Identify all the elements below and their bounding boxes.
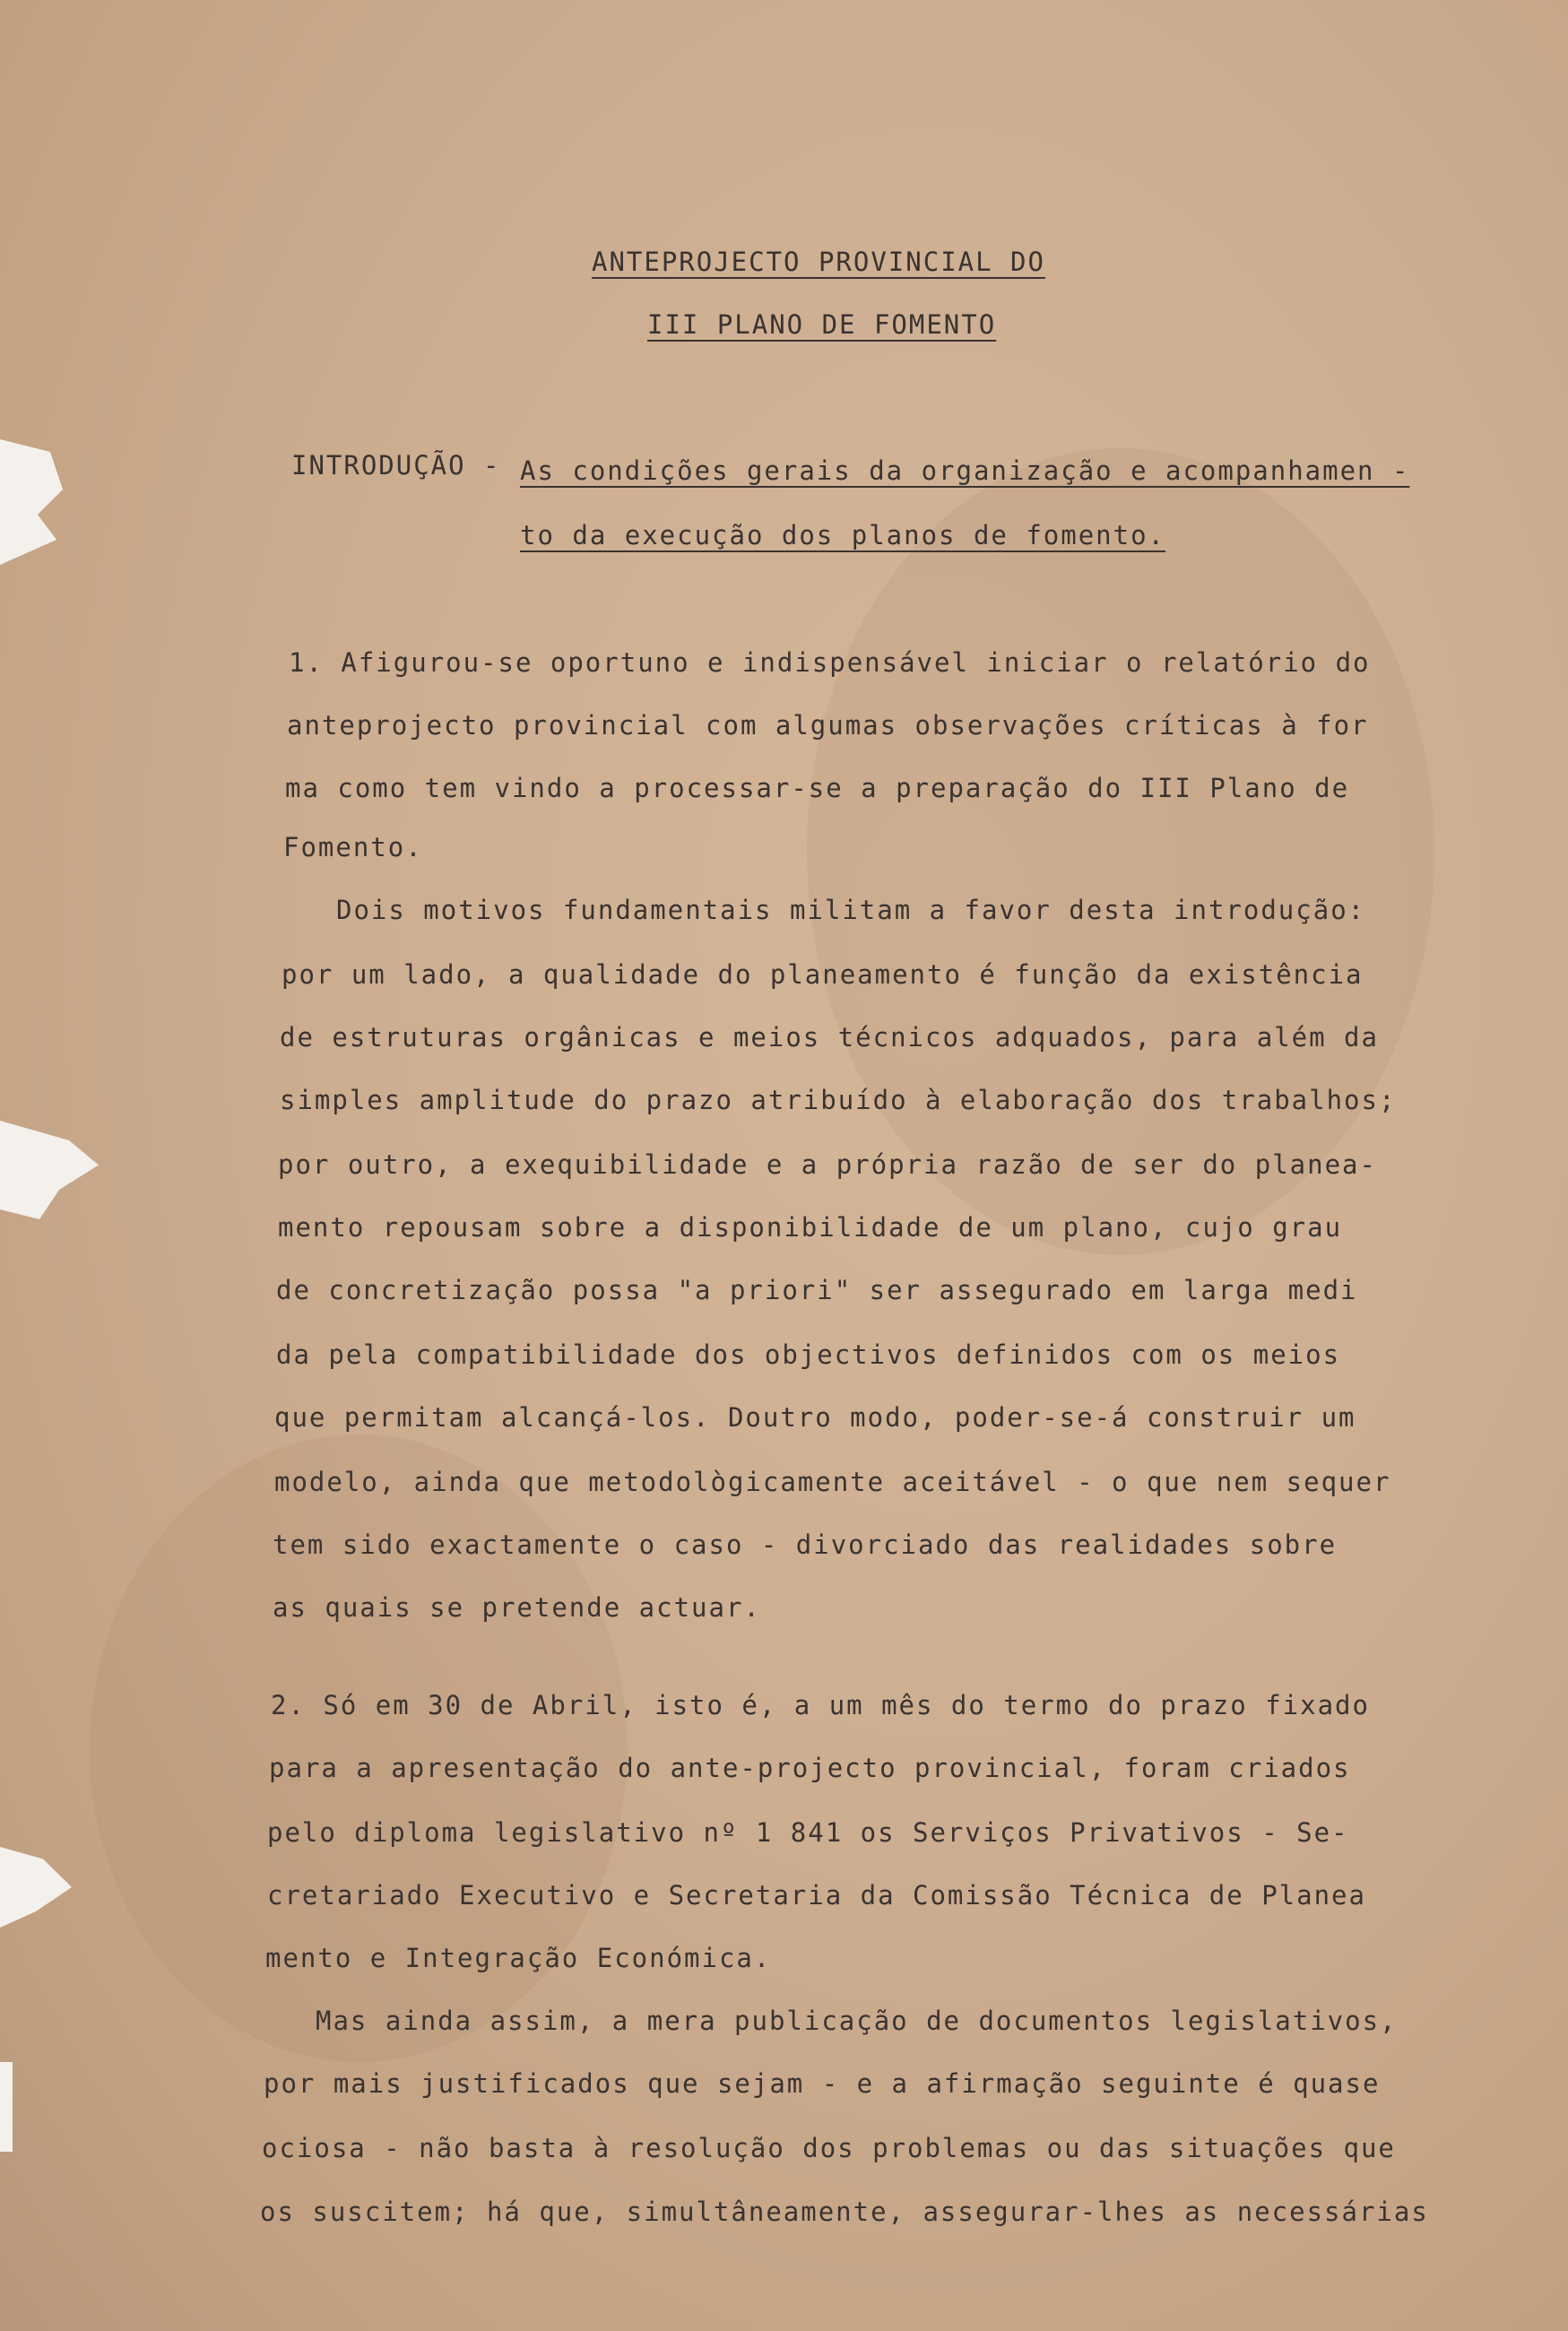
body-line: que permitam alcançá-los. Doutro modo, poder-se-á construir um	[274, 1402, 1356, 1433]
body-line: pelo diploma legislativo nº 1 841 os Serviços Privativos - Se-	[267, 1817, 1349, 1848]
body-line: ma como tem vindo a processar-se a preparação do III Plano de	[285, 773, 1350, 803]
intro-heading-line-2: to da execução dos planos de fomento.	[520, 520, 1166, 550]
body-line: 1. Afigurou-se oportuno e indispensável iniciar o relatório do	[289, 647, 1371, 678]
body-line: mento e Integração Económica.	[265, 1943, 772, 1973]
body-line: 2. Só em 30 de Abril, isto é, a um mês do termo do prazo fixado	[271, 1690, 1370, 1720]
body-line: ociosa - não basta à resolução dos problemas ou das situações que	[262, 2133, 1396, 2163]
body-line: tem sido exactamente o caso - divorciado das realidades sobre	[273, 1529, 1338, 1560]
body-line: cretariado Executivo e Secretaria da Comissão Técnica de Planea	[267, 1880, 1366, 1911]
body-line: para a apresentação do ante-projecto provincial, foram criados	[269, 1753, 1351, 1783]
body-line: simples amplitude do prazo atribuído à elaboração dos trabalhos;	[280, 1085, 1397, 1115]
body-line: da pela compatibilidade dos objectivos definidos com os meios	[276, 1339, 1341, 1370]
body-line: Mas ainda assim, a mera publicação de documentos legislativos,	[316, 2006, 1398, 2036]
body-line: de concretização possa "a priori" ser assegurado em larga medi	[276, 1275, 1358, 1305]
body-line: Dois motivos fundamentais militam a favor desta introdução:	[336, 895, 1366, 925]
title-line-2: III PLANO DE FOMENTO	[647, 309, 997, 340]
body-line: por um lado, a qualidade do planeamento é função da existência	[282, 959, 1364, 990]
body-line: Fomento.	[283, 832, 423, 862]
body-line: anteprojecto provincial com algumas observações críticas à for	[287, 710, 1369, 741]
body-line: de estruturas orgânicas e meios técnicos adquados, para além da	[280, 1022, 1379, 1053]
intro-label: INTRODUÇÃO -	[291, 450, 501, 481]
body-line: por outro, a exequibilidade e a própria razão de ser do planea-	[278, 1149, 1377, 1180]
intro-heading-line-1: As condições gerais da organização e acompanhamen -	[520, 455, 1410, 486]
body-line: por mais justificados que sejam - e a afirmação seguinte é quase	[264, 2068, 1381, 2099]
body-line: os suscitem; há que, simultâneamente, assegurar-lhes as necessárias	[260, 2197, 1429, 2227]
body-line: modelo, ainda que metodològicamente aceitável - o que nem sequer	[274, 1467, 1391, 1497]
title-line-1: ANTEPROJECTO PROVINCIAL DO	[592, 247, 1045, 277]
body-line: mento repousam sobre a disponibilidade de um plano, cujo grau	[278, 1212, 1343, 1243]
body-line: as quais se pretende actuar.	[273, 1592, 761, 1623]
